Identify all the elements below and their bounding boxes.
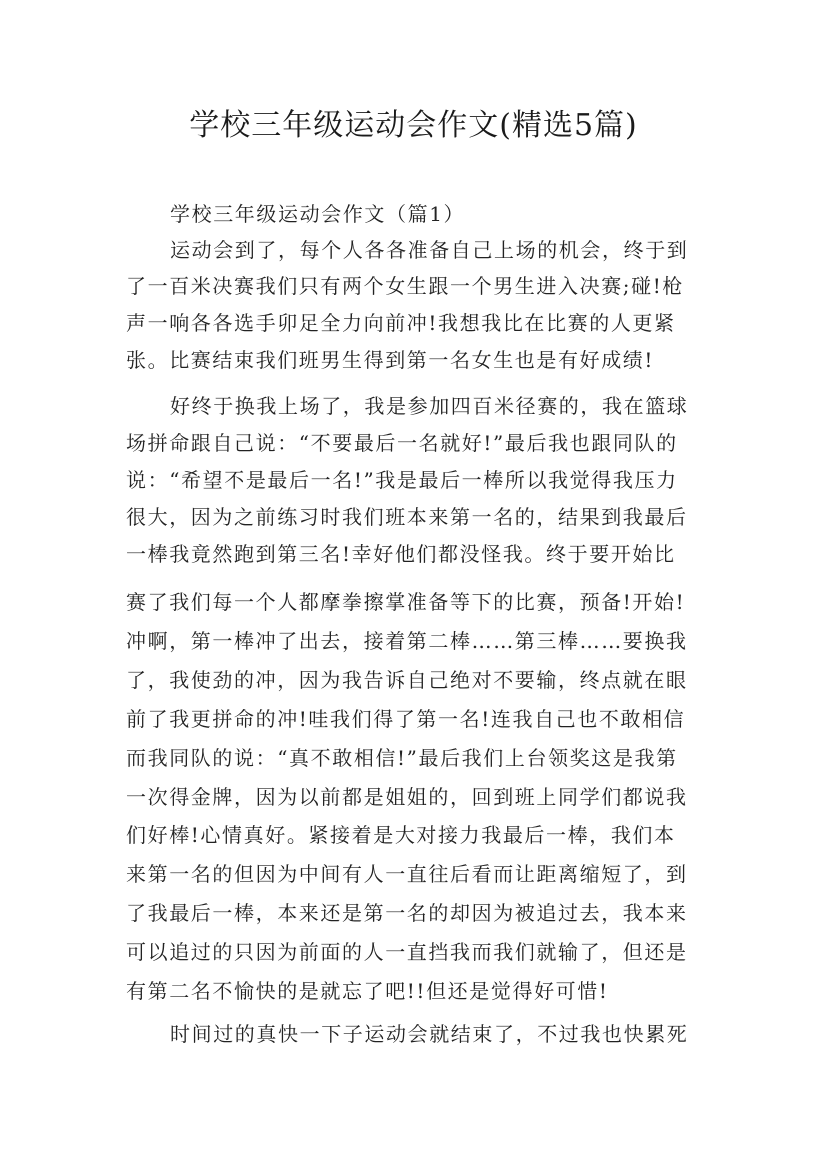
paragraph-line: 场拼命跟自己说：“不要最后一名就好!”最后我也跟同队的 bbox=[126, 431, 678, 455]
paragraph-line: 冲啊，第一棒冲了出去，接着第二棒……第三棒……要换我 bbox=[126, 629, 688, 653]
paragraph-line: 好终于换我上场了，我是参加四百米径赛的，我在篮球 bbox=[170, 394, 689, 418]
paragraph-line: 了，我使劲的冲，因为我告诉自己绝对不要输，终点就在眼 bbox=[126, 668, 688, 692]
paragraph-line: 一棒我竟然跑到第三名!幸好他们都没怪我。终于要开始比 bbox=[126, 542, 676, 566]
paragraph-line: 说：“希望不是最后一名!”我是最后一棒所以我觉得我压力 bbox=[126, 468, 678, 492]
paragraph-line: 可以追过的只因为前面的人一直挡我而我们就输了，但还是 bbox=[126, 940, 688, 964]
paragraph-line: 有第二名不愉快的是就忘了吧!!但还是觉得好可惜! bbox=[126, 979, 609, 1003]
paragraph-line: 了一百米决赛我们只有两个女生跟一个男生进入决赛;碰!枪 bbox=[126, 274, 684, 298]
paragraph-line: 前了我更拼命的冲!哇我们得了第一名!连我自己也不敢相信 bbox=[126, 707, 686, 731]
paragraph-line: 了我最后一棒，本来还是第一名的却因为被追过去，我本来 bbox=[126, 901, 688, 925]
paragraph-line: 赛了我们每一个人都摩拳擦掌准备等下的比赛，预备!开始! bbox=[126, 590, 686, 614]
paragraph-line: 一次得金牌，因为以前都是姐姐的，回到班上同学们都说我 bbox=[126, 785, 688, 809]
section-heading: 学校三年级运动会作文（篇1） bbox=[170, 202, 466, 226]
paragraph-line: 运动会到了，每个人各各准备自己上场的机会，终于到 bbox=[170, 238, 689, 262]
paragraph-line: 声一响各各选手卯足全力向前冲!我想我比在比赛的人更紧 bbox=[126, 311, 676, 335]
paragraph-line: 来第一名的但因为中间有人一直往后看而让距离缩短了，到 bbox=[126, 862, 688, 886]
paragraph-line: 们好棒!心情真好。紧接着是大对接力我最后一棒，我们本 bbox=[126, 823, 676, 847]
paragraph-line: 时间过的真快一下子运动会就结束了，不过我也快累死 bbox=[170, 1022, 689, 1046]
paragraph-line: 张。比赛结束我们班男生得到第一名女生也是有好成绩! bbox=[126, 348, 655, 372]
paragraph-line: 而我同队的说：“真不敢相信!”最后我们上台领奖这是我第 bbox=[126, 746, 678, 770]
paragraph-line: 很大，因为之前练习时我们班本来第一名的，结果到我最后 bbox=[126, 505, 688, 529]
document-title: 学校三年级运动会作文(精选5篇) bbox=[189, 108, 638, 143]
